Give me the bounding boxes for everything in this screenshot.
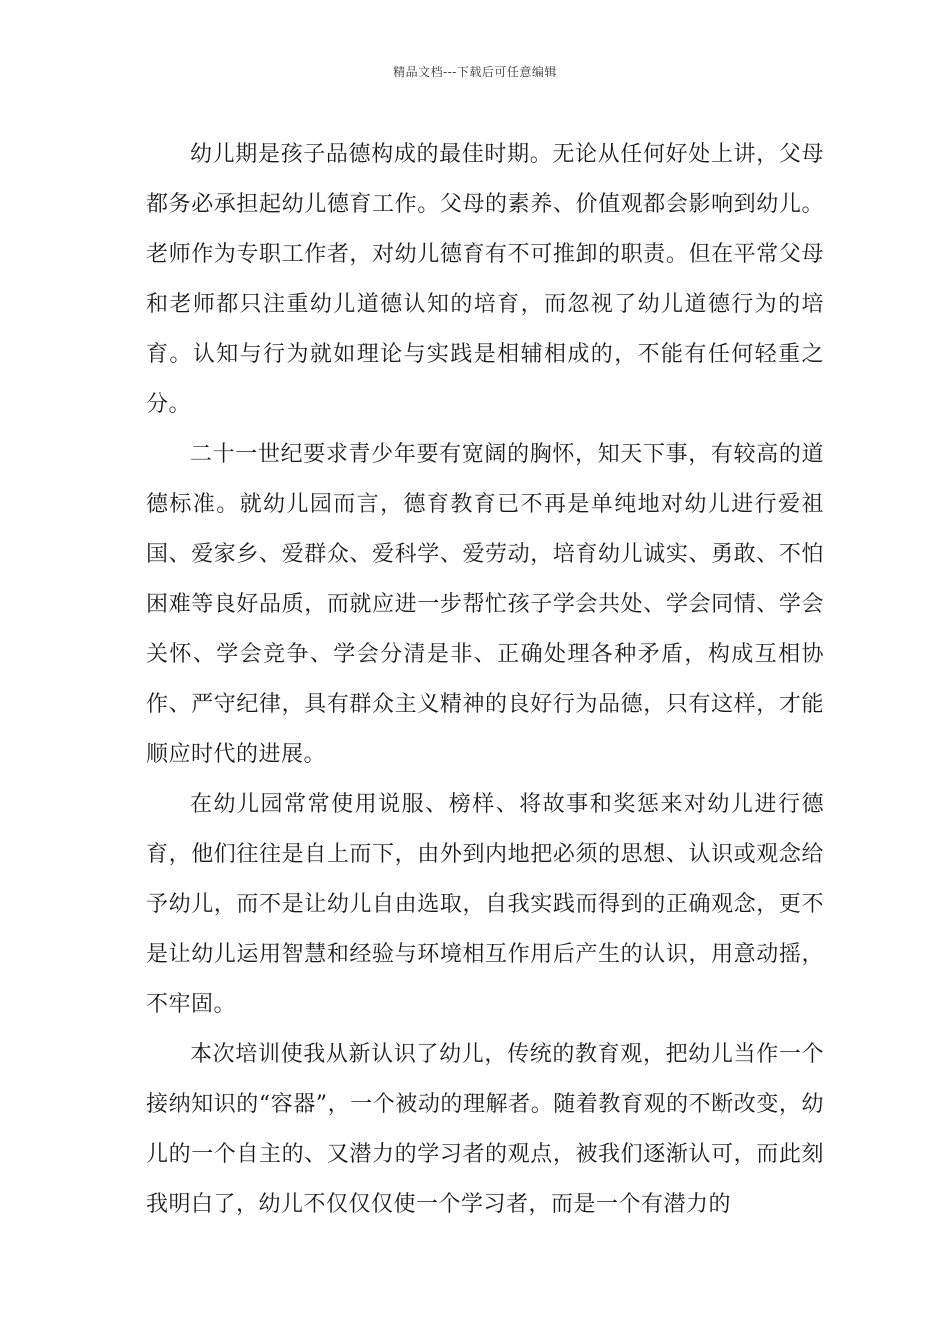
document-body xyxy=(146,130,824,1230)
page-header: 精品文档---下载后可任意编辑 xyxy=(393,65,557,79)
paragraph-2: 二十一世纪要求青少年要有宽阔的胸怀，知天下事，有较高的道德标准。就幼儿园而言，德育教育已不再是单纯地对幼儿进行爱祖国、爱家乡、爱群众、爱科学、爱劳动，培育幼儿诚实、勇敢、不怕困难等良好品质，而就应进一步帮忙孩子学会共处、学会同情、学会关怀、学会竞争、学会分清是非、正确处理各种矛盾，构成互相协作、严守纪律，具有群众主义精神的良好行为品德，只有这样，才能顺应时代的进展。 xyxy=(146,442,824,767)
paragraph-3: 在幼儿园常常使用说服、榜样、将故事和奖惩来对幼儿进行德育，他们往往是自上而下，由外到内地把必须的思想、认识或观念给予幼儿，而不是让幼儿自由选取，自我实践而得到的正确观念，更不是让幼儿运用智慧和经验与环境相互作用后产生的认识，用意动摇，不牢固。 xyxy=(146,792,824,1017)
paragraph-4: 本次培训使我从新认识了幼儿，传统的教育观，把幼儿当作一个接纳知识的“容器”，一个被动的理解者。随着教育观的不断改变，幼儿的一个自主的、又潜力的学习者的观点，被我们逐渐认可，而此刻我明白了，幼儿不仅仅仅使一个学习者，而是一个有潜力的 xyxy=(146,1042,824,1217)
paragraph-1: 幼儿期是孩子品德构成的最佳时期。无论从任何好处上讲，父母都务必承担起幼儿德育工作。父母的素养、价值观都会影响到幼儿。老师作为专职工作者，对幼儿德育有不可推卸的职责。但在平常父母和老师都只注重幼儿道德认知的培育，而忽视了幼儿道德行为的培育。认知与行为就如理论与实践是相辅相成的，不能有任何轻重之分。 xyxy=(146,142,824,417)
